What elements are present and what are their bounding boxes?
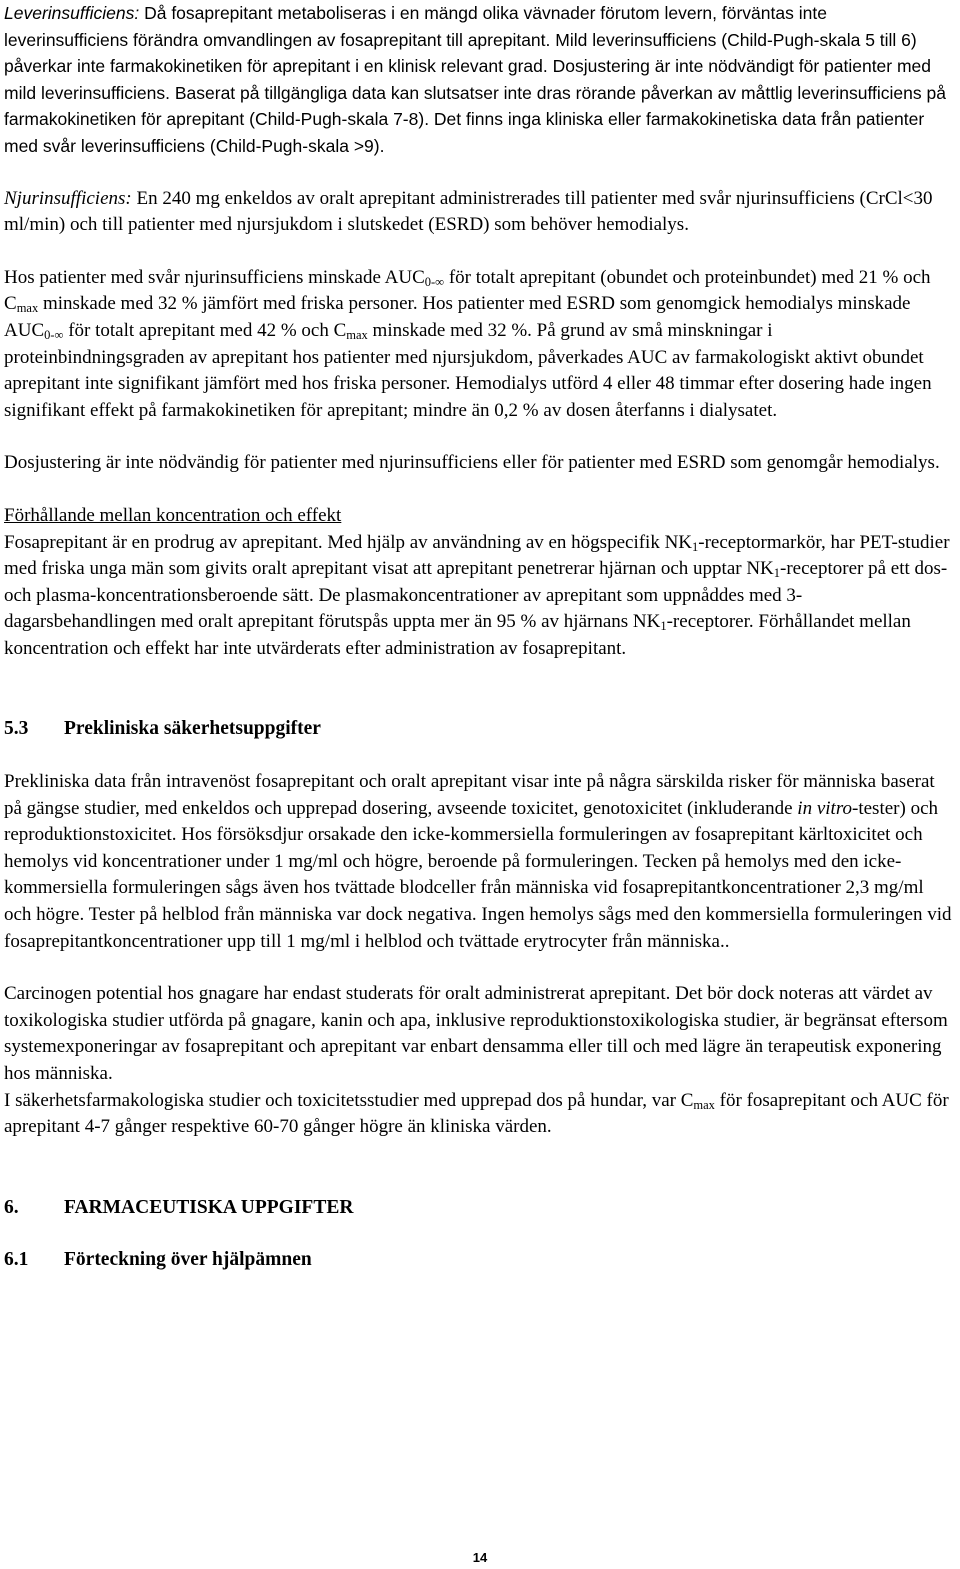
- conc-sub-1: 1: [692, 539, 699, 554]
- auc-sub-1: 0-∞: [424, 274, 445, 289]
- section-5-3-heading: [4, 716, 954, 743]
- conc-text-b: -receptormarkör, har PET-studier med friska unga män som givits oralt aprepitant visat att aprepitant penetrerar hjärnan och upptar NK: [4, 531, 950, 580]
- section-5-3-number: 5.3: [4, 718, 29, 740]
- preclinical-paragraph-1: [4, 769, 954, 955]
- renal-text: En 240 mg enkeldos av oralt aprepitant administrerades till patienter med svår njurinsufficiens (CrCl<30 ml/min) och till patienter med njursjukdom i slutskedet (ESRD) som behöver hemodialys.: [4, 187, 933, 236]
- safety-text-b: för fosaprepitant och AUC för aprepitant 4-7 gånger respektive 60-70 gånger högre än kliniska värden.: [4, 1089, 949, 1138]
- section-6-1-heading: [4, 1247, 954, 1274]
- section-6-title: FARMACEUTISKA UPPGIFTER: [64, 1196, 354, 1218]
- auc-sub-2: max: [16, 301, 39, 316]
- conc-sub-2: 1: [773, 566, 781, 581]
- document-page: [4, 0, 954, 1274]
- conc-text-a: Fosaprepitant är en prodrug av aprepitant. Med hjälp av användning av en högspecifik NK: [4, 531, 693, 553]
- auc-text-d: för totalt aprepitant med 42 % och C: [63, 319, 347, 341]
- auc-text-b: för totalt aprepitant (obundet och proteinbundet) med 21 % och C: [4, 266, 931, 315]
- preclinical-text-a: Prekliniska data från intravenöst fosaprepitant och oralt aprepitant visar inte på några särskilda risker för människa baserat på gängse studier, med enkeldos och upprepad dosering, avseende toxicitet, genotoxicitet (inkluderande: [4, 771, 935, 819]
- section-6-1-title: Förteckning över hjälpämnen: [64, 1249, 312, 1271]
- auc-sub-3: 0-∞: [44, 327, 64, 342]
- renal-insufficiency-paragraph: [4, 186, 954, 239]
- dose-adjustment-paragraph: Dosjustering är inte nödvändig för patienter med njurinsufficiens eller för patienter med ESRD som genomgår hemodialys.: [4, 452, 940, 474]
- safety-sub: max: [693, 1097, 715, 1112]
- conc-text-c: -receptorer på ett dos- och plasma-koncentrationsberoende sätt. De plasmakoncentrationer av aprepitant som uppnåddes med 3-dagarsbehandlingen med oralt aprepitant förutspås uppta mer än 95 % av hjärnans NK: [4, 558, 948, 633]
- hepatic-insufficiency-paragraph: [4, 0, 954, 160]
- safety-text-a: I säkerhetsfarmakologiska studier och toxicitetsstudier med upprepad dos på hundar, var C: [4, 1089, 694, 1111]
- section-6-heading: [4, 1195, 954, 1222]
- hepatic-text: Då fosaprepitant metaboliseras i en mängd olika vävnader förutom levern, förväntas inte leverinsufficiens förändra omvandlingen av fosaprepitant till aprepitant. Mild leverinsufficiens (Child-Pugh-skala 5 till 6) påverkar inte farmakokinetiken för aprepitant i en klinisk relevant grad. Dosjustering är inte nödvändigt för patienter med mild leverinsufficiens. Baserat på tillgängliga data kan slutsatser inte dras rörande påverkan av måttlig leverinsufficiens på farmakokinetiken för aprepitant (Child-Pugh-skala 7-8). Det finns inga kliniska eller farmakokinetiska data från patienter med svår leverinsufficiens (Child-Pugh-skala >9).: [4, 3, 946, 156]
- section-5-3-title: Prekliniska säkerhetsuppgifter: [64, 718, 321, 740]
- conc-sub-3: 1: [660, 619, 667, 634]
- auc-text-a: Hos patienter med svår njurinsufficiens minskade AUC: [4, 266, 425, 288]
- concentration-effect-paragraph: [4, 530, 954, 663]
- section-6-1-number: 6.1: [4, 1249, 29, 1271]
- auc-text-e: minskade med 32 %. På grund av små minskningar i proteinbindningsgraden av aprepitant hos patienter med njursjukdom, påverkades AUC av farmakologiskt aktivt obundet aprepitant inte signifikant jämfört med hos friska personer. Hemodialys utförd 4 eller 48 timmar efter dosering hade ingen signifikant effekt på farmakokinetiken för aprepitant; mindre än 0,2 % av dosen återfanns i dialysatet.: [4, 319, 932, 421]
- auc-sub-4: max: [346, 327, 368, 342]
- concentration-effect-heading: Förhållande mellan koncentration och effekt: [4, 504, 342, 526]
- carcinogen-paragraph: Carcinogen potential hos gnagare har endast studerats för oralt administrerat aprepitant. Det bör dock noteras att värdet av toxikologiska studier utförda på gnagare, kanin och apa, inklusive reproduktionstoxikologiska studier, är begränsat eftersom systemexponeringar av fosaprepitant och aprepitant var enbart densamma eller till och med lägre än terapeutisk exponering hos människa.: [4, 983, 948, 1084]
- section-6-number: 6.: [4, 1196, 19, 1218]
- page-number: 14: [472, 1550, 488, 1565]
- renal-term: Njurinsufficiens:: [4, 187, 132, 209]
- safety-pharmacology-paragraph: [4, 1088, 954, 1141]
- auc-text-c: minskade med 32 % jämfört med friska personer. Hos patienter med ESRD som genomgick hemodialys minskade AUC: [4, 293, 911, 341]
- conc-text-d: -receptorer. Förhållandet mellan koncentration och effekt har inte utvärderats efter administration av fosaprepitant.: [4, 611, 911, 659]
- auc-paragraph: [4, 265, 954, 425]
- preclinical-text-b: -tester) och reproduktionstoxicitet. Hos försöksdjur orsakade den icke-kommersiella formuleringen av fosaprepitant kärltoxicitet och hemolys vid koncentrationer under 1 mg/ml och högre, beroende på formuleringen. Tecken på hemolys med den icke-kommersiella formuleringen sågs även hos tvättade blodceller från människa vid fosaprepitantkoncentrationer 2,3 mg/ml och högre. Tester på helblod från människa var dock negativa. Ingen hemolys sågs med den kommersiella formuleringen vid fosaprepitantkoncentrationer upp till 1 mg/ml i helblod och tvättade erytrocyter från människa..: [4, 797, 952, 952]
- hepatic-term: Leverinsufficiens:: [4, 3, 140, 23]
- in-vitro-term: in vitro: [797, 797, 853, 819]
